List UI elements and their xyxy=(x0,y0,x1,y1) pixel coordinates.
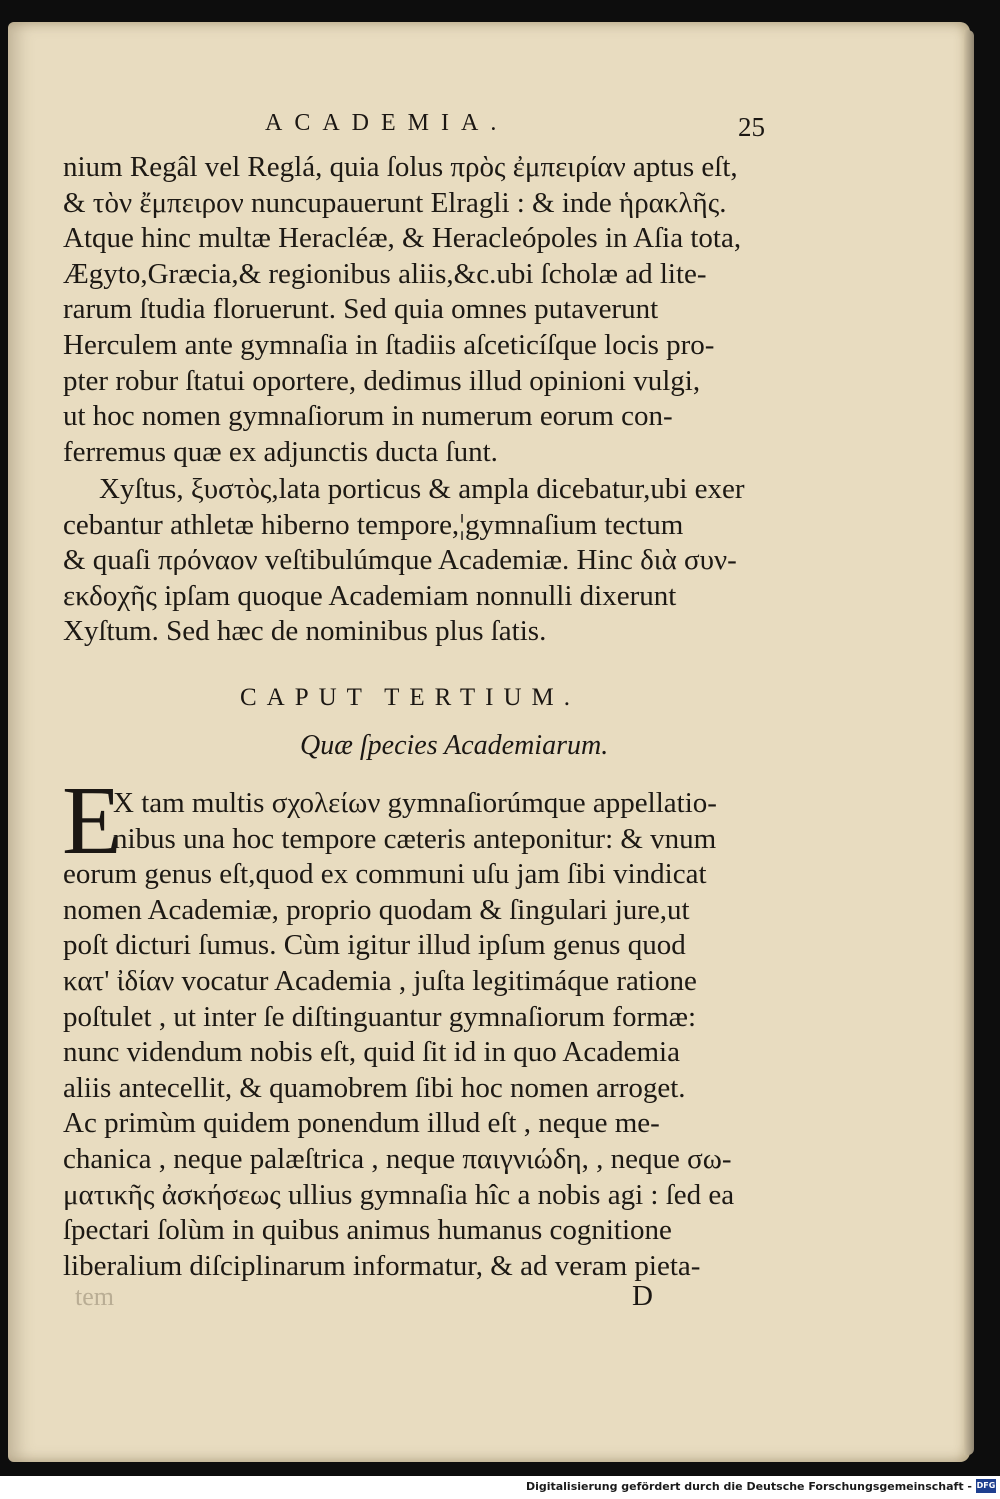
text-line: rarum ſtudia floruerunt. Sed quia omnes putaverunt xyxy=(63,293,659,326)
catchword-show-through: tem xyxy=(75,1282,114,1311)
paragraph-1 xyxy=(63,150,763,470)
drop-cap: E xyxy=(62,767,122,875)
chapter-subtitle: Quæ ſpecies Academiarum. xyxy=(300,730,609,761)
text-line: Atque hinc multæ Heracléæ, & Heracleópoles in Aſia tota, xyxy=(63,222,742,255)
digitization-credit: Digitalisierung gefördert durch die Deutsche Forschungsgemeinschaft - xyxy=(525,1480,972,1493)
text-line: Xyſtus, ξυστὸς,lata porticus & ampla dicebatur,ubi exer xyxy=(99,473,745,505)
text-line: nomen Academiæ, proprio quodam & ſingulari jure,ut xyxy=(63,893,690,926)
text-line: eorum genus eſt,quod ex communi uſu jam ſibi vindicat xyxy=(63,858,707,891)
text-line: nium Regâl vel Reglá, quia ſolus πρὸς ἐμπειρίαν aptus eſt, xyxy=(63,151,738,183)
text-line: pter robur ſtatui oportere, dedimus illud opinioni vulgi, xyxy=(63,364,701,397)
chapter-heading-word: TERTIUM. xyxy=(384,684,580,711)
signature-mark: D xyxy=(632,1280,653,1312)
text-line: Xyſtum. Sed hæc de nominibus plus ſatis. xyxy=(63,615,547,648)
text-line: εκδοχῆς ipſam quoque Academiam nonnulli dixerunt xyxy=(63,579,677,612)
text-line: Ægyto,Græcia,& regionibus aliis,&c.ubi ſcholæ ad lite- xyxy=(63,257,707,290)
text-line: aliis antecellit, & quamobrem ſibi hoc nomen arroget. xyxy=(63,1071,686,1104)
dfg-logo: DFG xyxy=(976,1479,996,1493)
text-line: κατ' ἰδίαν vocatur Academia , juſta legitimáque ratione xyxy=(63,964,697,997)
page-edge xyxy=(964,30,974,1455)
text-line: cebantur athletæ hiberno tempore,¦gymnaſium tectum xyxy=(63,508,684,541)
paragraph-2 xyxy=(63,472,763,650)
running-head: ACADEMIA. xyxy=(265,110,509,136)
text-line: & quaſi πρόναον veſtibulúmque Academiæ. Hinc διὰ συν- xyxy=(63,544,737,577)
text-line: & τὸν ἔμπειρον nuncupauerunt Elragli : & inde ἡρακλῆς. xyxy=(63,186,727,219)
text-line: poſtulet , ut inter ſe diſtinguantur gymnaſiorum formæ: xyxy=(63,1000,697,1033)
text-line: ferremus quæ ex adjunctis ducta ſunt. xyxy=(63,435,498,468)
text-line: liberalium diſciplinarum informatur, & ad veram pieta- xyxy=(63,1249,701,1282)
text-line: ut hoc nomen gymnaſiorum in numerum eorum con- xyxy=(63,400,673,433)
chapter-heading xyxy=(240,684,580,712)
text-line: ματικῆς ἀσκήσεως ullius gymnaſia hîc a nobis agi : ſed ea xyxy=(63,1178,735,1211)
text-line: Ac primùm quidem ponendum illud eſt , neque me- xyxy=(63,1107,660,1140)
chapter-heading-word: CAPUT xyxy=(240,684,372,711)
text-line: poſt dicturi ſumus. Cùm igitur illud ipſum genus quod xyxy=(63,929,686,962)
text-line: Herculem ante gymnaſia in ſtadiis aſceticíſque locis pro- xyxy=(63,328,715,361)
text-line: chanica , neque palæſtrica , neque παιγνιώδη, , neque σω- xyxy=(63,1142,732,1175)
paragraph-3 xyxy=(63,786,763,1284)
text-line: nibus una hoc tempore cæteris anteponitur: & vnum xyxy=(113,822,717,855)
text-line: X tam multis σχολείων gymnaſiorúmque appellatio- xyxy=(113,787,717,819)
text-line: ſpectari ſolùm in quibus animus humanus cognitione xyxy=(63,1214,672,1247)
page-number: 25 xyxy=(738,112,765,142)
text-line: nunc videndum nobis eſt, quid ſit id in quo Academia xyxy=(63,1036,680,1069)
